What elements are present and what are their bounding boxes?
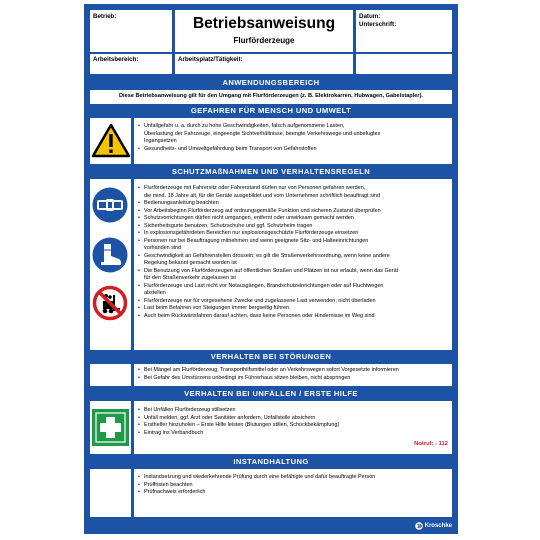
- gefahren-list: [138, 123, 450, 153]
- list-item: vorhanden sind: [144, 245, 182, 251]
- no-passengers-icon: [92, 285, 128, 321]
- list-item: • Geschwindigkeit an Gefahrenstellen drosseln; es gilt die Straßenverkehrsordnung, wenn keine andere: [138, 253, 450, 261]
- list-item: • Sicherheitsgurte benutzen, Schutzschuhe und ggf. Schutzhelm tragen: [138, 223, 450, 231]
- list-item: • In explosionsgefährdeten Bereichen nur explosionsgeschützte Flurförderzeuge einsetzen: [138, 230, 450, 238]
- list-item: Ingangsetzen: [144, 138, 177, 144]
- list-item: • Bei Mängel am Flurförderzeug, Transporthilfsmittel oder an Verkehrswegen sofort Vorgesetzte informieren: [138, 367, 450, 375]
- header-title-cell: [175, 10, 353, 52]
- list-item: Überlastung der Fahrzeuge, eingeengte Sichtverhältnisse, beengte Verkehrswege und unbefugtes: [144, 130, 381, 137]
- list-item: • Personen nur bei Beauftragung mitnehmen und wenn geeignete Sitz- und Halteeinrichtungen: [138, 238, 450, 246]
- page-subtitle: Flurförderzeuge: [233, 36, 295, 45]
- safety-instruction-sheet: [84, 4, 458, 534]
- list-item: • Prüfnachweis erforderlich: [138, 489, 450, 497]
- gefahren-icon-cell: [90, 118, 131, 164]
- anwendung-heading: ANWENDUNGSBEREICH: [222, 78, 320, 87]
- unfaelle-list: [138, 407, 450, 437]
- list-item: • Instandsetzung und wiederkehrende Prüfung durch eine befähigte und dafür beauftragte Person: [138, 474, 450, 482]
- instandhaltung-text-cell: [134, 469, 452, 517]
- list-item: • Die Benutzung von Flurförderzeugen auf öffentlichen Straßen und Plätzen ist nur erlaubt, wenn das Gerät: [138, 268, 450, 276]
- list-item: • Unfall melden, ggf. Arzt oder Sanitäter anfordern, Unfallstelle absichern: [138, 415, 450, 423]
- schutz-text-cell: [134, 179, 452, 350]
- instandhaltung-heading: INSTANDHALTUNG: [233, 457, 309, 466]
- list-item: • Schutzvorrichtungen dürfen nicht umgangen, entfernt oder unwirksam gemacht werden: [138, 215, 450, 223]
- list-item: • Eintrag ins Verbandbuch: [138, 430, 450, 438]
- arbeitsplatz-cell: [175, 54, 353, 74]
- brand-name: Kroschke: [424, 523, 452, 529]
- brand-mark-icon: [415, 522, 423, 530]
- arbeitsbereich-cell: [90, 54, 172, 74]
- instandhaltung-icon-cell: [90, 469, 131, 517]
- list-item: für den Straßenverkehr zugelassen ist: [144, 275, 236, 281]
- list-item: • Flurförderzeuge und Last nicht vor Notausgängen, Brandschutzeinrichtungen oder auf Fluchtwegen: [138, 283, 450, 291]
- list-item: • Bei Unfällen Flurförderzeug stillsetzen: [138, 407, 450, 415]
- page-title: Betriebsanweisung: [192, 15, 336, 32]
- unfaelle-icon-cell: [90, 401, 131, 454]
- list-item: • Flurförderzeuge nur für vorgesehene Zwecke und zugelassene Last verwenden; nicht überladen: [138, 298, 450, 306]
- arbeitsbereich-label: Arbeitsbereich:: [93, 56, 139, 63]
- list-item: • Last beim Befahren von Steigungen immer bergseitig führen: [138, 305, 450, 313]
- datum-label: Datum:: [359, 13, 381, 20]
- unfaelle-text-cell: [134, 401, 452, 454]
- header-betrieb-cell: [90, 10, 172, 52]
- list-item: • Vor Arbeitsbeginn Flurförderzeug auf ordnungsgemäße Funktion und sicheren Zustand überprüfen: [138, 208, 450, 216]
- list-item: Regelung bekannt gemacht worden ist: [144, 260, 237, 266]
- header-datum-cell: [356, 10, 452, 52]
- list-item: • Gesundheits- und Umweltgefährdung beim Transport von Gefahrstoffen: [138, 146, 450, 154]
- stoerungen-text-cell: [134, 364, 452, 386]
- seatbelt-icon: [92, 187, 128, 223]
- list-item: • Bei Gefahr des Umstürzens unbedingt im Führerhaus sitzen bleiben, nicht abspringen: [138, 375, 450, 383]
- stoerungen-heading: VERHALTEN BEI STÖRUNGEN: [210, 352, 332, 361]
- list-item: • Ersthelfer hinzuholen – Erste Hilfe leisten (Blutungen stillen, Schockbekämpfung): [138, 422, 450, 430]
- schutz-list: [138, 185, 450, 320]
- unterschrift-label: Unterschrift:: [359, 21, 397, 28]
- brand-logo: [415, 521, 452, 531]
- list-item: • Prüffristen beachten: [138, 482, 450, 490]
- unfaelle-heading: VERHALTEN BEI UNFÄLLEN / ERSTE HILFE: [184, 389, 358, 398]
- betrieb-label: Betrieb:: [93, 13, 117, 20]
- arbeitsplatz-extra-cell: [356, 54, 452, 74]
- schutz-icon-cell: [90, 179, 131, 350]
- instandhaltung-list: [138, 474, 450, 497]
- stoerungen-icon-cell: [90, 364, 131, 386]
- arbeitsplatz-label: Arbeitsplatz/Tätigkeit:: [178, 56, 243, 63]
- list-item: • Bedienungsanleitung beachten: [138, 200, 450, 208]
- notruf-label: Notruf: - 112: [414, 441, 448, 447]
- list-item: abstellen: [144, 290, 166, 296]
- list-item: • Unfallgefahr u. a. durch zu hohe Geschwindigkeiten, falsch aufgenommene Lasten,: [138, 123, 450, 131]
- gefahren-text-cell: [134, 118, 452, 164]
- list-item: • Flurförderzeuge mit Fahrersitz oder Fahrerstand dürfen nur von Personen gefahren werden,: [138, 185, 450, 193]
- first-aid-icon: [92, 409, 129, 446]
- anwendung-body: [90, 90, 452, 104]
- warning-triangle-icon: [91, 123, 131, 159]
- anwendung-text: Diese Betriebsanweisung gilt für den Umgang mit Flurförderzeugen (z. B. Elektrokarren, Hubwagen, Gabelstapler).: [119, 93, 423, 99]
- stoerungen-list: [138, 367, 450, 382]
- list-item: die mind. 18 Jahre alt, für die Geräte ausgebildet und vom Unternehmen schriftlich beauftragt sind: [144, 192, 381, 199]
- list-item: • Auch beim Rückwärtsfahren darauf achten, dass keine Personen oder Hindernisse im Weg sind: [138, 313, 450, 321]
- safety-shoe-icon: [92, 237, 128, 273]
- gefahren-heading: GEFAHREN FÜR MENSCH UND UMWELT: [190, 106, 352, 115]
- schutz-heading: SCHUTZMAßNAHMEN UND VERHALTENSREGELN: [171, 167, 371, 176]
